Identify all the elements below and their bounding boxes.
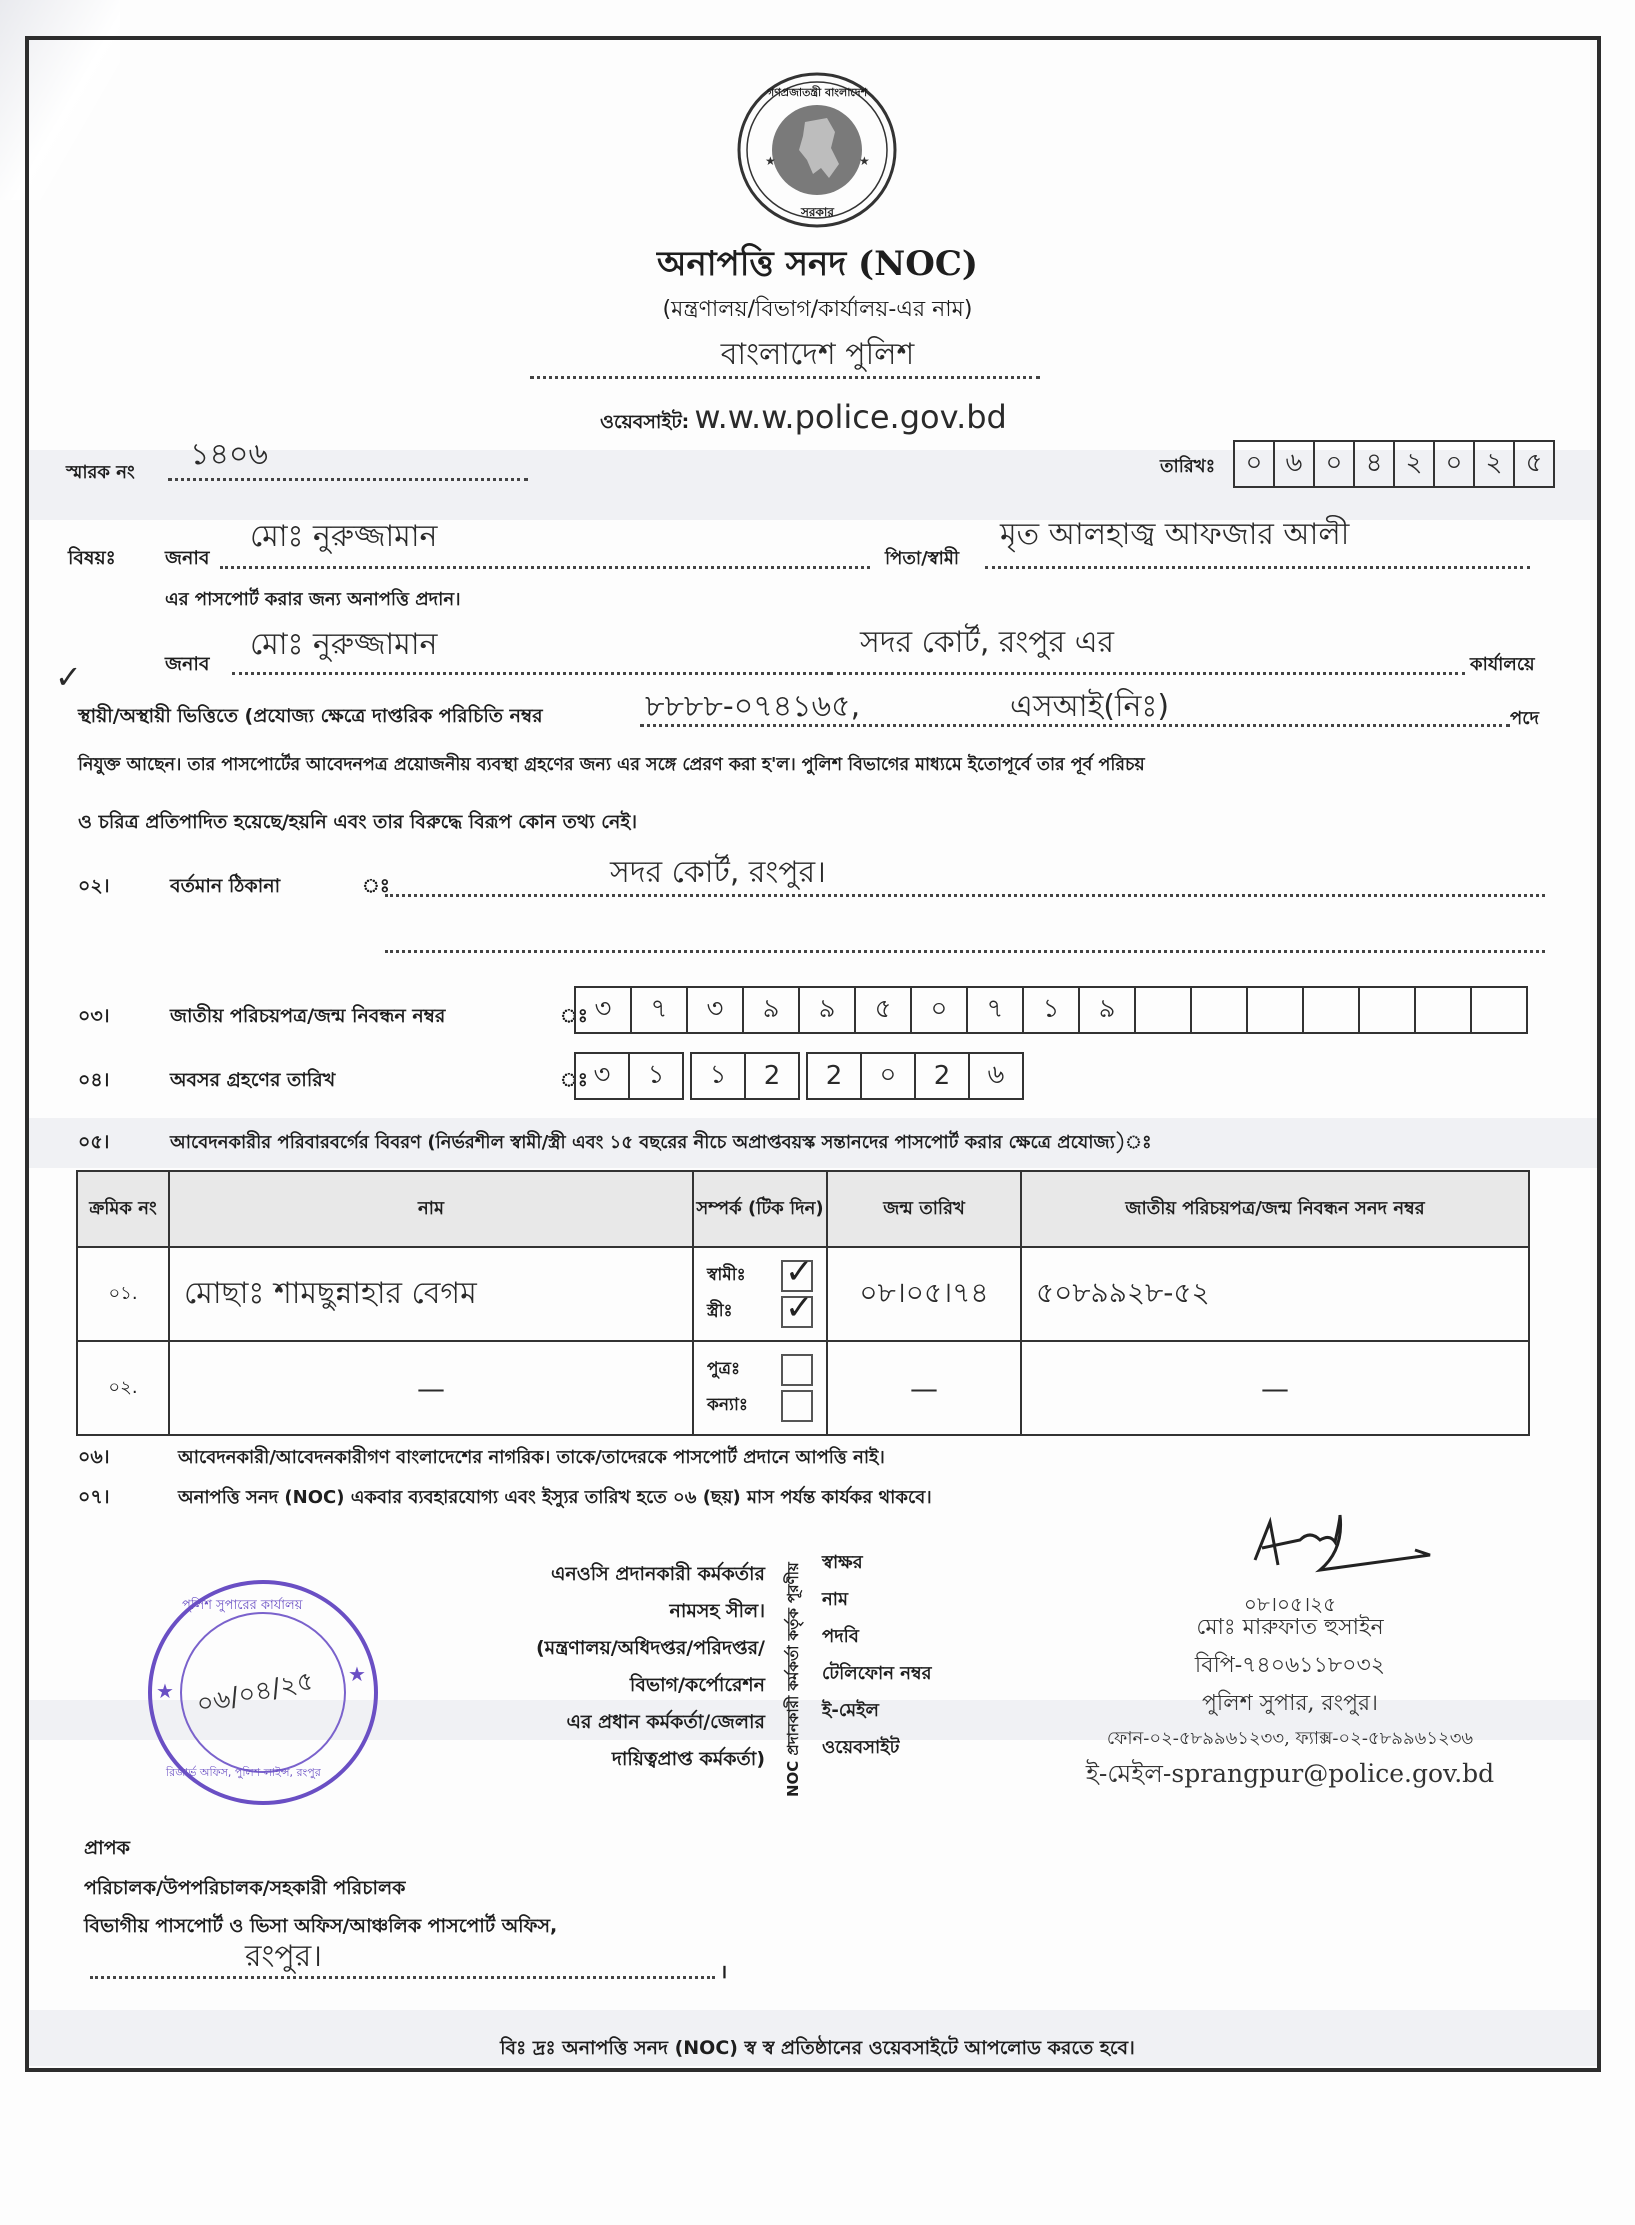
body-line4: ও চরিত্র প্রতিপাদিত হয়েছে/হয়নি এবং তার বিরুদ্ধে বিরূপ কোন তথ্য নেই। [78, 811, 638, 833]
tick-mark: ✓ [55, 658, 82, 696]
sig-label: বিভাগ/কর্পোরেশন [629, 1674, 765, 1696]
row-dob[interactable]: ০৮।০৫।৭৪ [827, 1247, 1021, 1341]
recipient-label: প্রাপক [84, 1837, 130, 1859]
row-dob[interactable]: — [827, 1341, 1021, 1435]
digit-box[interactable] [1246, 986, 1302, 1034]
retirement-colon: ঃ [560, 1069, 588, 1091]
digit-box[interactable]: ৫ [854, 986, 910, 1034]
recipient-city-line [90, 1976, 715, 1979]
body-mr-label: জনাব [165, 653, 210, 675]
retirement-label: অবসর গ্রহণের তারিখ [170, 1069, 336, 1091]
office-name[interactable]: বাংলাদেশ পুলিশ [720, 337, 915, 372]
government-seal [735, 70, 900, 230]
memo-value[interactable]: ১৪০৬ [190, 437, 268, 472]
row-nid[interactable]: ৫০৮৯৯২৮-৫২ [1021, 1247, 1529, 1341]
field-phone: টেলিফোন নম্বর [822, 1663, 932, 1684]
subject-label: বিষয়ঃ [68, 547, 116, 569]
post-suffix: পদে [1510, 708, 1539, 729]
digit-box[interactable]: 2 [914, 1052, 968, 1100]
digit-box[interactable]: ৪ [1353, 440, 1393, 488]
header-serial: ক্রমিক নং [77, 1171, 169, 1247]
row-name[interactable]: — [169, 1341, 693, 1435]
retirement-boxes[interactable] [574, 1052, 1024, 1100]
row-name[interactable]: মোছাঃ শামছুন্নাহার বেগম [169, 1247, 693, 1341]
digit-box[interactable]: ৬ [968, 1052, 1024, 1100]
website-value[interactable]: w.w.w.police.gov.bd [694, 398, 1007, 436]
digit-box[interactable]: ৫ [1513, 440, 1555, 488]
relation-checkbox-daughter[interactable] [781, 1390, 813, 1422]
digit-box[interactable]: ৩ [686, 986, 742, 1034]
digit-box[interactable] [1134, 986, 1190, 1034]
field-designation: পদবি [822, 1626, 859, 1647]
subject-mr-label: জনাব [165, 547, 210, 569]
family-label: আবেদনকারীর পরিবারবর্গের বিবরণ (নির্ভরশীল স্বামী/স্ত্রী এবং ১৫ বছরের নীচে অপ্রাপ্তবয়স্ক সন্তানদের পাসপোর্ট করার ক্ষেত্রে প্রযোজ্য)ঃ [170, 1132, 1152, 1153]
nid-label: জাতীয় পরিচয়পত্র/জন্ম নিবন্ধন নম্বর [170, 1005, 446, 1027]
title-bn: অনাপত্তি সনদ [657, 244, 847, 284]
digit-box[interactable]: ০ [910, 986, 966, 1034]
stamp-date: ০৬/০৪/২৫ [193, 1665, 317, 1721]
address-label: বর্তমান ঠিকানা [170, 875, 281, 897]
footer-note: বিঃ দ্রঃ অনাপত্তি সনদ (NOC) স্ব স্ব প্রতিষ্ঠানের ওয়েবসাইটে আপলোড করতে হবে। [500, 2037, 1135, 2059]
date-label: তারিখঃ [1160, 456, 1216, 477]
validity-text: অনাপত্তি সনদ (NOC) একবার ব্যবহারযোগ্য এবং ইস্যুর তারিখ হতে ০৬ (ছয়) মাস পর্যন্ত কার্যকর থাকবে। [178, 1487, 932, 1508]
digit-box[interactable]: ৩ [574, 986, 630, 1034]
sig-label: এর প্রধান কর্মকর্তা/জেলার [566, 1711, 765, 1733]
address-line [385, 894, 1545, 897]
citizen-num: ০৬। [78, 1446, 110, 1468]
father-name[interactable]: মৃত আলহাজ্ব আফজার আলী [1000, 517, 1350, 552]
relation-label: কন্যাঃ [707, 1395, 748, 1415]
field-signature: স্বাক্ষর [822, 1552, 863, 1573]
date-boxes[interactable] [1233, 440, 1555, 488]
id-number[interactable]: ৮৮৮৮-০৭৪১৬৫, [645, 689, 861, 724]
digit-box[interactable]: ২ [1473, 440, 1513, 488]
stamp-bottom-text: রিজার্ভ অফিস, পুলিশ লাইন্স, রংপুর [166, 1766, 321, 1779]
line-permanent: স্থায়ী/অস্থায়ী ভিত্তিতে (প্রযোজ্য ক্ষেত্রে দাপ্তরিক পরিচিতি নম্বর [78, 705, 543, 727]
digit-box[interactable]: ৯ [1078, 986, 1134, 1034]
digit-box[interactable]: ১ [628, 1052, 684, 1100]
digit-box[interactable]: ৯ [742, 986, 798, 1034]
svg-text:★: ★ [859, 154, 870, 168]
digit-box[interactable]: ৩ [574, 1052, 628, 1100]
svg-text:★: ★ [765, 154, 776, 168]
father-name-line [985, 566, 1530, 569]
recipient-end: । [720, 1961, 728, 1983]
address-num: ০২। [78, 875, 110, 897]
website-row [600, 398, 1007, 440]
digit-box[interactable]: 2 [806, 1052, 860, 1100]
family-table [76, 1170, 1530, 1436]
subject-name[interactable]: মোঃ নুরুজ্জামান [250, 519, 438, 554]
table-row [77, 1341, 1529, 1435]
address-value[interactable]: সদর কোর্ট, রংপুর। [610, 855, 826, 890]
officer-bp: বিপি-৭৪০৬১১৮০৩২ [1194, 1653, 1386, 1678]
recipient-line2: বিভাগীয় পাসপোর্ট ও ভিসা অফিস/আঞ্চলিক পাসপোর্ট অফিস, [84, 1915, 558, 1937]
digit-box[interactable]: ১ [690, 1052, 744, 1100]
digit-box[interactable]: ০ [1433, 440, 1473, 488]
relation-checkbox-wife[interactable] [781, 1296, 813, 1328]
signature-left-labels [420, 1556, 765, 1778]
digit-box[interactable]: 2 [744, 1052, 800, 1100]
family-num: ০৫। [78, 1131, 110, 1153]
seal-top-text: গণপ্রজাতন্ত্রী বাংলাদেশ [767, 86, 868, 99]
digit-box[interactable]: ৭ [630, 986, 686, 1034]
row-relation [693, 1247, 827, 1341]
website-label: ওয়েবসাইট: [600, 411, 690, 433]
star-icon: ★ [156, 1679, 174, 1703]
body-name[interactable]: মোঃ নুরুজ্জামান [250, 627, 438, 662]
body-office-line [830, 672, 1465, 675]
office-stamp [148, 1580, 378, 1805]
digit-box[interactable]: ০ [1313, 440, 1353, 488]
sig-label: (মন্ত্রণালয়/অধিদপ্তর/পরিদপ্তর/ [535, 1637, 765, 1659]
address-line-2 [385, 950, 1545, 953]
digit-box[interactable]: ৬ [1273, 440, 1313, 488]
digit-box[interactable]: ২ [1393, 440, 1433, 488]
digit-box[interactable] [1414, 986, 1470, 1034]
header-nid: জাতীয় পরিচয়পত্র/জন্ম নিবন্ধন সনদ নম্বর [1021, 1171, 1529, 1247]
field-name: নাম [822, 1589, 848, 1610]
address-colon: ঃ [362, 875, 390, 897]
row-serial: ০১. [77, 1247, 169, 1341]
designation[interactable]: এসআই(নিঃ) [1010, 689, 1170, 724]
title-en: (NOC) [858, 244, 978, 284]
subject-name-line [220, 566, 870, 569]
validity-num: ০৭। [78, 1486, 110, 1508]
digit-box[interactable] [1302, 986, 1358, 1034]
body-line3: নিযুক্ত আছেন। তার পাসপোর্টের আবেদনপত্র প্রয়োজনীয় ব্যবস্থা গ্রহণের জন্য এর সঙ্গে প্রেরণ করা হ'ল। পুলিশ বিভাগের মাধ্যমে ইতোপূর্বে তার পূর্ব পরিচয় [78, 755, 1145, 775]
star-icon: ★ [348, 1662, 366, 1686]
father-label: পিতা/স্বামী [885, 548, 959, 569]
citizen-text: আবেদনকারী/আবেদনকারীগণ বাংলাদেশের নাগরিক। তাকে/তাদেরকে পাসপোর্ট প্রদানে আপত্তি নাই। [178, 1447, 885, 1468]
recipient-city[interactable]: রংপুর। [245, 1939, 323, 1974]
digit-box[interactable] [1470, 986, 1528, 1034]
memo-label: স্মারক নং [66, 462, 135, 483]
office-suffix: কার্যালয়ে [1470, 654, 1535, 675]
officer-signature [1240, 1510, 1440, 1585]
stamp-top-text: পুলিশ সুপারের কার্যালয় [182, 1598, 303, 1613]
officer-phone: ফোন-০২-৫৮৯৯৬১২৩৩, ফ্যাক্স-০২-৫৮৯৯৬১২৩৬ [1106, 1728, 1474, 1749]
nid-num: ০৩। [78, 1005, 110, 1027]
relation-label: পুত্রঃ [707, 1359, 741, 1379]
relation-label: স্ত্রীঃ [707, 1301, 733, 1321]
header-dob: জন্ম তারিখ [827, 1171, 1021, 1247]
table-row [77, 1247, 1529, 1341]
sig-label: দায়িত্বপ্রাপ্ত কর্মকর্তা) [611, 1748, 765, 1770]
page-title [0, 238, 1635, 295]
field-website: ওয়েবসাইট [822, 1737, 900, 1758]
relation-checkbox-son[interactable] [781, 1354, 813, 1386]
seal-bottom-text: সরকার [801, 205, 835, 219]
recipient-line1: পরিচালক/উপপরিচালক/সহকারী পরিচালক [84, 1877, 406, 1899]
signature-right-labels [822, 1544, 1022, 1766]
field-email: ই-মেইল [822, 1700, 879, 1721]
sig-label: এনওসি প্রদানকারী কর্মকর্তার [550, 1563, 765, 1585]
digit-box[interactable]: ১ [1022, 986, 1078, 1034]
digit-box[interactable]: ৭ [966, 986, 1022, 1034]
header-relation: সম্পর্ক (টিক দিন) [693, 1171, 827, 1247]
row-serial: ০২. [77, 1341, 169, 1435]
row-relation [693, 1341, 827, 1435]
header-name: নাম [169, 1171, 693, 1247]
subtitle: (মন্ত্রণালয়/বিভাগ/কার্যালয়-এর নাম) [662, 297, 973, 322]
retirement-num: ০৪। [78, 1069, 110, 1091]
sig-label: নামসহ সীল। [669, 1600, 765, 1622]
digit-box[interactable]: ০ [860, 1052, 914, 1100]
officer-email: ই-মেইল-sprangpur@police.gov.bd [1085, 1759, 1495, 1788]
digit-box[interactable]: ০ [1233, 440, 1273, 488]
digit-box[interactable] [1358, 986, 1414, 1034]
body-name-line [232, 672, 830, 675]
digit-box[interactable] [1190, 986, 1246, 1034]
subject-line2: এর পাসপোর্ট করার জন্য অনাপত্তি প্রদান। [165, 589, 461, 610]
body-office[interactable]: সদর কোর্ট, রংপুর এর [860, 625, 1115, 660]
row-nid[interactable]: — [1021, 1341, 1529, 1435]
signature-date: ০৮।০৫।২৫ [1243, 1592, 1337, 1616]
nid-colon: ঃ [560, 1005, 588, 1027]
officer-name: মোঃ মারুফাত হুসাইন [1196, 1615, 1384, 1640]
relation-label: স্বামীঃ [707, 1265, 746, 1285]
nid-boxes[interactable] [574, 986, 1528, 1034]
vertical-label: NOC প্রদানকারী কর্মকর্তা কর্তৃক পূরণীয় [784, 1562, 802, 1798]
digit-box[interactable]: ৯ [798, 986, 854, 1034]
officer-designation: পুলিশ সুপার, রংপুর। [1201, 1691, 1379, 1716]
